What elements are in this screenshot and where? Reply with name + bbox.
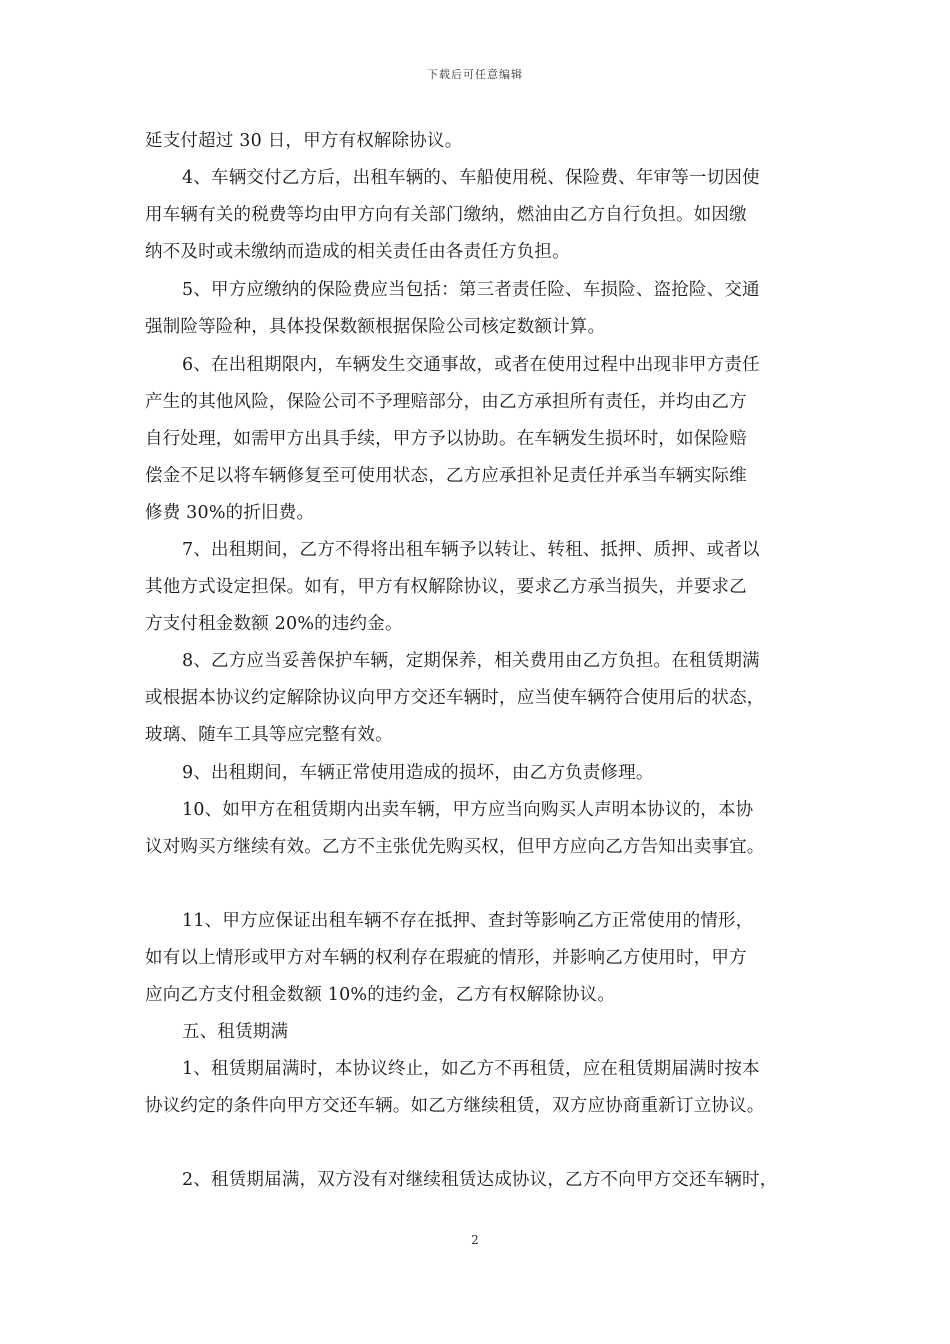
- text-line: 其他方式设定担保。如有，甲方有权解除协议，要求乙方承当损失，并要求乙: [145, 577, 747, 597]
- section-heading: 五、租赁期满: [182, 1022, 289, 1042]
- text-line: 纳不及时或未缴纳而造成的相关责任由各责任方负担。: [145, 242, 570, 262]
- text-line: 8、乙方应当妥善保护车辆，定期保养，相关费用由乙方负担。在租赁期满: [182, 651, 760, 671]
- text-line: 如有以上情形或甲方对车辆的权利存在瑕疵的情形，并影响乙方使用时，甲方: [145, 948, 747, 968]
- text-line: 方支付租金数额 20%的违约金。: [145, 614, 403, 634]
- text-line: 延支付超过 30 日，甲方有权解除协议。: [145, 131, 463, 151]
- text-line: 1、租赁期届满时，本协议终止，如乙方不再租赁，应在租赁期届满时按本: [182, 1059, 760, 1079]
- text-line: 修费 30%的折旧费。: [145, 503, 315, 523]
- text-line: 应向乙方支付租金数额 10%的违约金，乙方有权解除协议。: [145, 985, 616, 1005]
- text-line: 7、出租期间，乙方不得将出租车辆予以转让、转租、抵押、质押、或者以: [182, 540, 760, 560]
- text-line: 4、车辆交付乙方后，出租车辆的、车船使用税、保险费、年审等一切因使: [182, 168, 760, 188]
- text-line: 或根据本协议约定解除协议向甲方交还车辆时，应当使车辆符合使用后的状态，: [145, 688, 765, 708]
- page-number: 2: [471, 1233, 479, 1247]
- text-line: 强制险等险种，具体投保数额根据保险公司核定数额计算。: [145, 317, 606, 337]
- text-line: 议对购买方继续有效。乙方不主张优先购买权，但甲方应向乙方告知出卖事宜。: [145, 837, 765, 857]
- text-line: 10、如甲方在租赁期内出卖车辆，甲方应当向购买人声明本协议的，本协: [182, 800, 754, 820]
- text-line: 5、甲方应缴纳的保险费应当包括：第三者责任险、车损险、盗抢险、交通: [182, 280, 760, 300]
- text-line: 自行处理，如需甲方出具手续，甲方予以协助。在车辆发生损坏时，如保险赔: [145, 429, 747, 449]
- text-line: 玻璃、随车工具等应完整有效。: [145, 725, 393, 745]
- text-line: 9、出租期间，车辆正常使用造成的损坏，由乙方负责修理。: [182, 763, 654, 783]
- text-line: 6、在出租期限内，车辆发生交通事故，或者在使用过程中出现非甲方责任: [182, 355, 760, 375]
- text-line: 产生的其他风险，保险公司不予理赔部分，由乙方承担所有责任，并均由乙方: [145, 392, 747, 412]
- text-line: 用车辆有关的税费等均由甲方向有关部门缴纳，燃油由乙方自行负担。如因缴: [145, 205, 747, 225]
- text-line: 协议约定的条件向甲方交还车辆。如乙方继续租赁，双方应协商重新订立协议。: [145, 1096, 765, 1116]
- text-line: 2、租赁期届满，双方没有对继续租赁达成协议，乙方不向甲方交还车辆时，: [182, 1170, 778, 1190]
- text-line: 11、甲方应保证出租车辆不存在抵押、查封等影响乙方正常使用的情形，: [182, 911, 754, 931]
- page-header: 下载后可任意编辑: [427, 68, 523, 81]
- text-line: 偿金不足以将车辆修复至可使用状态，乙方应承担补足责任并承当车辆实际维: [145, 466, 747, 486]
